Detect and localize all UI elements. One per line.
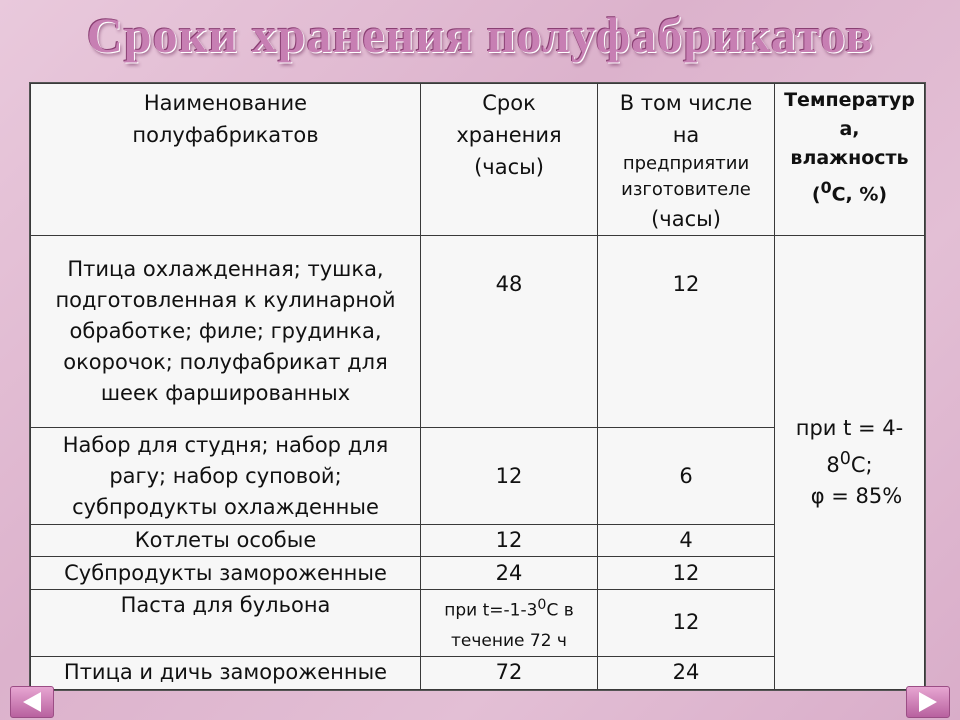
header-at-plant-line: В том числе — [619, 91, 753, 115]
row-name: Набор для студня; набор для рагу; набор суповой; субпродукты охлажденные — [31, 428, 421, 525]
header-storage-line: Срок — [482, 91, 536, 115]
header-temperature — [775, 84, 925, 236]
row-at-plant: 4 — [598, 525, 775, 557]
temp-line: φ = 85% — [810, 483, 903, 508]
header-temp-open: ( — [811, 183, 821, 206]
next-slide-button[interactable] — [906, 686, 950, 718]
header-at-plant-line: на — [672, 123, 700, 147]
paste-storage-sup: 0 — [537, 597, 547, 613]
row-at-plant: 24 — [598, 656, 775, 689]
row-name: Котлеты особые — [31, 525, 421, 557]
arrow-left-icon — [23, 692, 41, 712]
header-at-plant-line: предприятии — [622, 153, 750, 174]
row-name: Паста для бульона — [31, 590, 421, 657]
row-storage: 72 — [421, 656, 598, 689]
header-at-plant-line: (часы) — [651, 207, 721, 231]
header-storage-line: (часы) — [474, 155, 544, 179]
arrow-right-icon — [919, 692, 937, 712]
paste-storage-a: при t=-1-3 — [444, 600, 538, 621]
row-storage: 24 — [421, 557, 598, 590]
temp-line: при t = 4- — [795, 415, 904, 440]
header-temp-line — [778, 173, 921, 209]
temp-num: 8 — [826, 452, 840, 477]
paste-storage-b: С в течение 72 ч — [451, 600, 574, 651]
row-storage: 12 — [421, 428, 598, 525]
header-at-plant — [598, 84, 775, 236]
row-at-plant: 12 — [598, 236, 775, 428]
row-at-plant: 12 — [598, 557, 775, 590]
header-at-plant-line: изготовителе — [621, 179, 751, 200]
temp-unit: С; — [850, 452, 873, 477]
row-storage: 48 — [421, 236, 598, 428]
row-storage — [421, 590, 598, 657]
storage-table — [30, 83, 925, 690]
page-title: Сроки хранения полуфабрикатов — [86, 7, 874, 63]
header-storage-line: хранения — [456, 123, 562, 147]
prev-slide-button[interactable] — [10, 686, 54, 718]
temp-line — [778, 444, 921, 481]
header-temp-line: а, — [839, 118, 860, 140]
row-name: Птица охлажденная; тушка, подготовленная к кулинарной обработке; филе; грудинка, окорочок; полуфабрикат для шеек фаршированных — [31, 236, 421, 428]
table-row — [31, 236, 925, 428]
temp-sup: 0 — [839, 448, 851, 469]
header-name: Наименование полуфабрикатов — [31, 84, 421, 236]
header-storage — [421, 84, 598, 236]
header-temp-line: влажность — [790, 147, 909, 169]
row-at-plant: 6 — [598, 428, 775, 525]
header-temp-rest: С, %) — [831, 183, 888, 206]
header-temp-line: Температур — [784, 89, 915, 111]
temperature-cell — [775, 236, 925, 690]
row-storage: 12 — [421, 525, 598, 557]
row-name: Субпродукты замороженные — [31, 557, 421, 590]
table-header-row — [31, 84, 925, 236]
header-temp-sup: 0 — [820, 178, 832, 197]
row-name: Птица и дичь замороженные — [31, 656, 421, 689]
row-at-plant: 12 — [598, 590, 775, 657]
